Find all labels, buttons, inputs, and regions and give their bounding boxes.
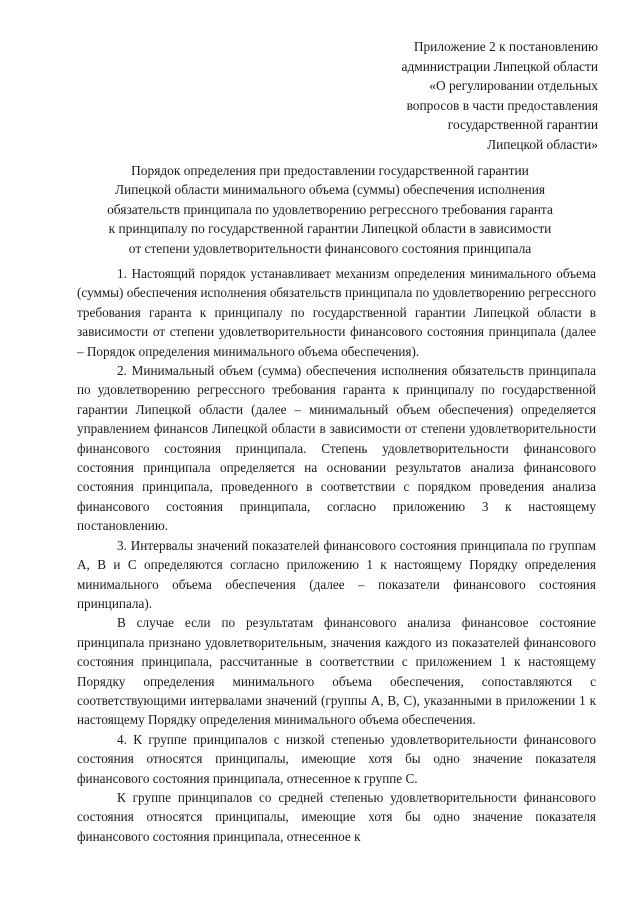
paragraph-3-continued: В случае если по результатам финансового анализа финансовое состояние принципала признано удовлетворительным, значения каждого из показателей финансового состояния принципала, рассчитанные в соответствии с приложением 1 к настоящему Порядку определения минимального объема обеспечения, сопоставляются с соответствующими интервалами значений (группы A, B, C), указанными в приложении 1 к настоящему Порядку определения минимального объема обеспечения.	[77, 615, 596, 728]
title-line: обязательств принципала по удовлетворению регрессного требования гаранта	[107, 201, 553, 217]
title-line: Липецкой области минимального объема (суммы) обеспечения исполнения	[114, 182, 546, 198]
appendix-line: администрации Липецкой области	[401, 58, 598, 74]
document-body	[77, 264, 596, 846]
paragraph-4: 4. К группе принципалов с низкой степенью удовлетворительности финансового состояния относятся принципалы, имеющие хотя бы одно значение показателя финансового состояния принципала, отнесенное к группе C.	[77, 731, 596, 786]
title-line: Порядок определения при предоставлении государственной гарантии	[131, 163, 529, 178]
paragraph-1: 1. Настоящий порядок устанавливает механизм определения минимального объема (суммы) обеспечения исполнения обязательств принципала по удовлетворению регрессного требования гаранта к принципалу по государственной гарантии Липецкой области в зависимости от степени удовлетворительности финансового состояния принципала (далее – Порядок определения минимального объема обеспечения).	[77, 266, 596, 359]
appendix-line: Липецкой области»	[486, 136, 598, 152]
appendix-line: государственной гарантии	[447, 117, 598, 133]
title-line: от степени удовлетворительности финансового состояния принципала	[128, 240, 532, 256]
paragraph-2: 2. Минимальный объем (сумма) обеспечения исполнения обязательств принципала по удовлетворению регрессного требования гаранта к принципалу по государственной гарантии Липецкой области (далее – минимальный объем обеспечения) определяется управлением финансов Липецкой области в зависимости от степени удовлетворительности финансового состояния принципала. Степень удовлетворительности финансового состояния принципала определяется на основании результатов анализа финансового состояния принципала, проведенного в соответствии с порядком проведения анализа финансового состояния принципала, согласно приложению 3 к настоящему постановлению.	[77, 363, 596, 534]
document-title	[70, 161, 590, 258]
title-line: к принципалу по государственной гарантии Липецкой области в зависимости	[108, 221, 552, 237]
appendix-line: Приложение 2 к постановлению	[413, 39, 598, 54]
appendix-line: «О регулировании отдельных	[429, 78, 598, 94]
appendix-header	[298, 37, 598, 155]
appendix-line: вопросов в части предоставления	[406, 97, 598, 113]
paragraph-4-continued: К группе принципалов со средней степенью удовлетворительности финансового состояния относятся принципалы, имеющие хотя бы одно значение показателя финансового состояния принципала, отнесенное к	[77, 789, 596, 844]
paragraph-3: 3. Интервалы значений показателей финансового состояния принципала по группам A, B и C определяются согласно приложению 1 к настоящему Порядку определения минимального объема обеспечения (далее – показатели финансового состояния принципала).	[77, 537, 596, 611]
